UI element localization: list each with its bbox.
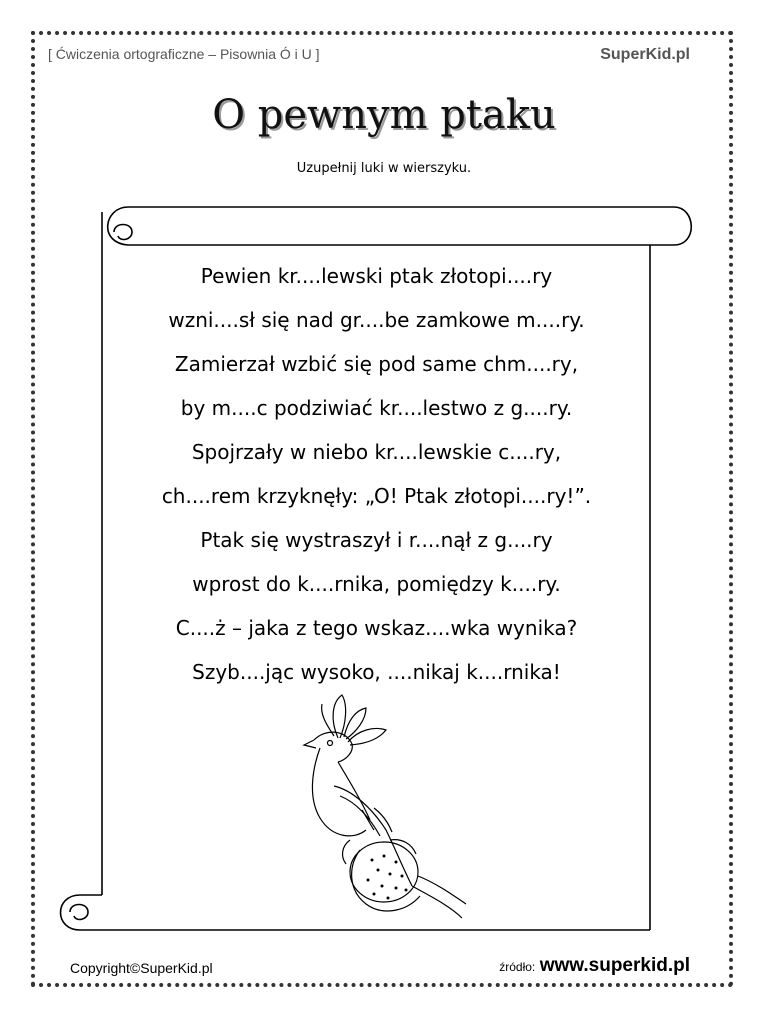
poem-line: Spojrzały w niebo kr....lewskie c....ry, — [191, 440, 562, 464]
source-link[interactable]: www.superkid.pl — [539, 955, 690, 976]
poem-line: Zamierzał wzbić się pod same chm....ry, — [174, 352, 579, 376]
brand-logo-text: SuperKid.pl — [600, 46, 690, 63]
poem-line: Ptak się wystraszył i r....nął z g....ry — [200, 528, 553, 552]
source-info — [499, 955, 690, 977]
category-label: [ Ćwiczenia ortograficzne – Pisownia Ó i U ] — [48, 46, 320, 62]
page-title: O pewnym ptaku — [212, 92, 556, 138]
poem-line: by m....c podziwiać kr....lestwo z g....ry. — [180, 396, 573, 420]
poem-line: wprost do k....rnika, pomiędzy k....ry. — [192, 572, 561, 596]
copyright-text: Copyright©SuperKid.pl — [70, 960, 213, 976]
poem-line: wzni....sł się nad gr....be zamkowe m....ry. — [168, 308, 585, 332]
poem-line: C....ż – jaka z tego wskaz....wka wynika? — [175, 616, 578, 640]
poem-line: ch....rem krzyknęły: „O! Ptak złotopi....ry!”. — [161, 484, 592, 508]
poem-line: Pewien kr....lewski ptak złotopi....ry — [200, 264, 553, 288]
poem-line: Szyb....jąc wysoko, ....nikaj k....rnika! — [192, 660, 561, 684]
golden-bird-illustration — [290, 690, 470, 920]
source-label: źródło: — [499, 960, 536, 974]
instruction-text: Uzupełnij luki w wierszyku. — [296, 161, 472, 176]
poem — [104, 254, 649, 694]
